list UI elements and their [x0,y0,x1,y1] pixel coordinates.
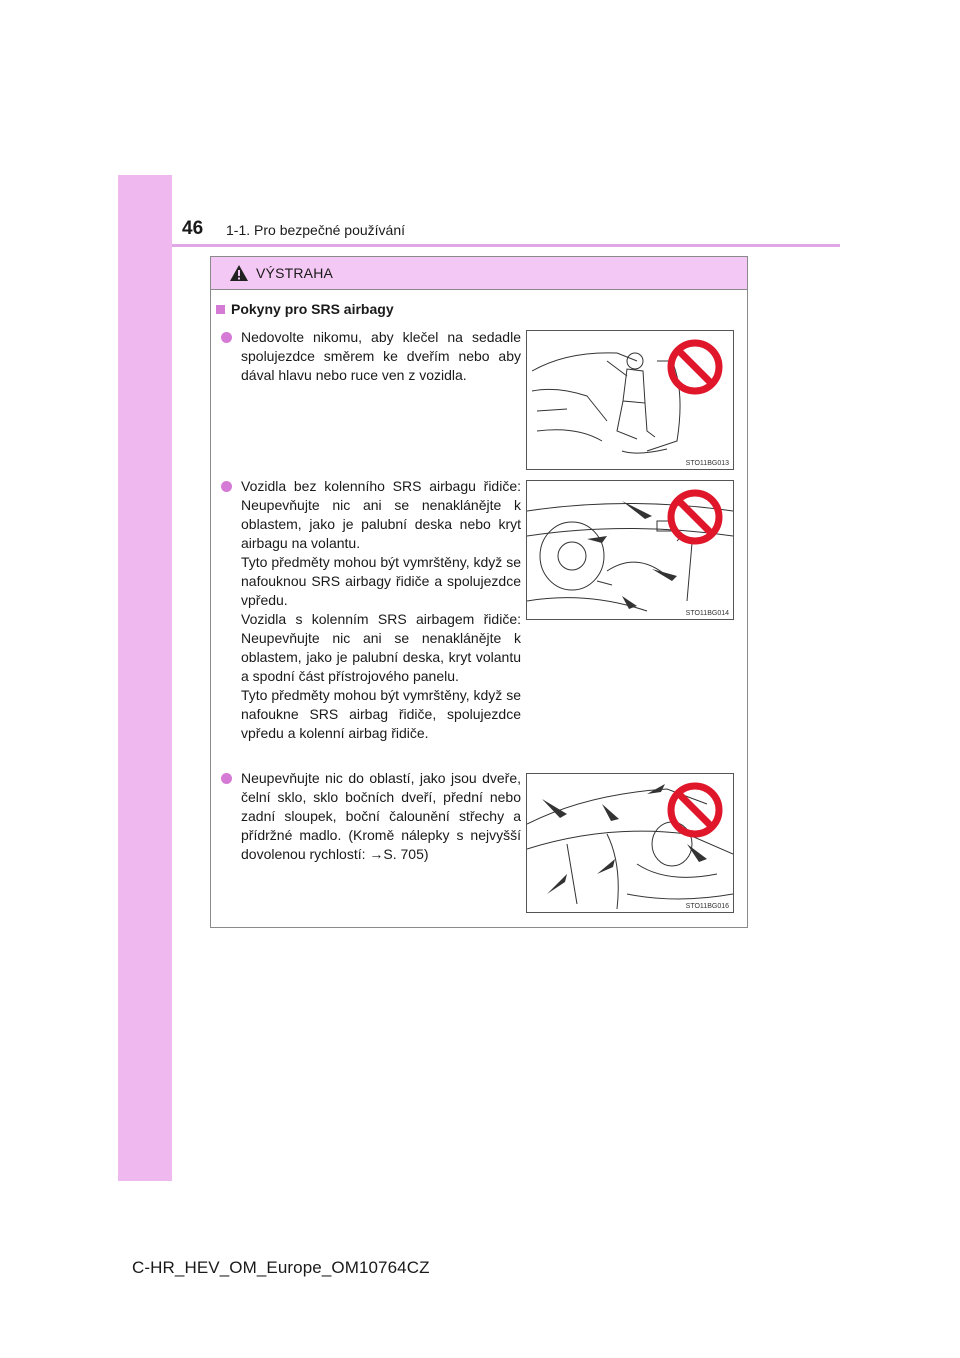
round-bullet-icon [221,332,232,343]
illustration-dashboard-objects [526,480,734,620]
warning-item-text: Nedovolte nikomu, aby klečel na sedadle spolujezdce směrem ke dveřím nebo aby dával hlavu nebo ruce ven z vozidla. [241,329,521,383]
warning-item-2 [221,477,521,743]
section-title: 1-1. Pro bezpečné používání [226,222,406,238]
warning-item-1 [221,328,521,385]
prohibition-icon [667,489,723,545]
square-bullet-icon [216,305,225,314]
document-id: C-HR_HEV_OM_Europe_OM10764CZ [132,1258,430,1277]
prohibition-icon [667,339,723,395]
round-bullet-icon [221,481,232,492]
header-divider [172,244,840,247]
prohibition-icon [667,782,723,838]
warning-subheading [216,301,394,317]
warning-title: VÝSTRAHA [256,265,334,281]
illustration-code: STO11BG016 [685,903,729,910]
warning-box [210,256,748,928]
page-number: 46 [182,218,204,239]
illustration-cabin-areas [526,773,734,913]
illustration-kneeling-passenger [526,330,734,470]
warning-item-text: Neupevňujte nic do oblastí, jako jsou dveře, čelní sklo, sklo bočních dveří, přední nebo zadní sloupek, boční čalounění střechy a přídržné madlo. (Kromě nálepky s nejvyšší dovolenou rychlostí: →S. 705) [241,770,521,862]
warning-item-3 [221,769,521,864]
illustration-code: STO11BG013 [685,460,729,467]
warning-triangle-icon [229,264,249,282]
warning-header [211,257,747,290]
warning-item-text: Vozidla bez kolenního SRS airbagu řidiče: Neupevňujte nic ani se nenaklánějte k oblastem, jako je palubní deska nebo kryt airbagu na volantu. Tyto předměty mohou být vymrštěny, když se nafouknou SRS airbagy řidiče a spolujezdce vpředu. Vozidla s kolenním SRS airbagem řidiče: Neupevňujte nic ani se nenaklánějte k oblastem, jako je palubní deska, kryt volantu a spodní část přístrojového panelu. Tyto předměty mohou být vymrštěny, když se nafoukne SRS airbag řidiče, spolujezdce vpředu a kolenní airbag řidiče. [241,478,521,741]
round-bullet-icon [221,773,232,784]
illustration-code: STO11BG014 [685,610,729,617]
page-side-tab [118,175,172,1181]
subheading-text: Pokyny pro SRS airbagy [231,301,394,317]
